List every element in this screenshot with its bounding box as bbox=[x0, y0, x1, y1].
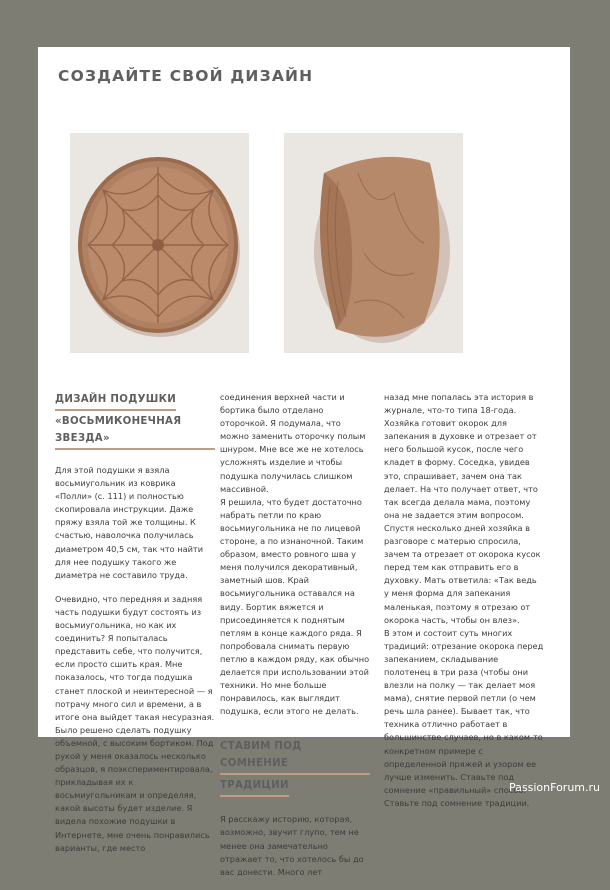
footer-bar bbox=[0, 772, 610, 800]
paragraph: Я расскажу историю, которая, возможно, звучит глупо, тем не менее она замечательно отражает то, что хотелось бы до вас донести. Много лет bbox=[220, 814, 364, 877]
heading-line-1: ДИЗАЙН ПОДУШКИ bbox=[55, 391, 176, 411]
paragraph: Для этой подушки я взяла восьмиугольник из коврика «Полли» (с. 111) и полностью скопировала инструкции. Даже пряжу взяла той же толщины. К счастью, наволочка получилась диаметром 40,5 см, так что найти для нее подушку такого же диаметра не составило труда. bbox=[55, 465, 204, 580]
page-title: СОЗДАЙТЕ СВОЙ ДИЗАЙН bbox=[58, 67, 314, 85]
pillow-top-image bbox=[70, 133, 249, 353]
watermark: PassionForum.ru bbox=[509, 781, 600, 794]
pillow-top-photo bbox=[70, 133, 249, 353]
paragraph: Очевидно, что передняя и задняя часть подушки будут состоять из восьмиугольника, но как их соединить? Я попыталась представить себе, что получится, если просто сшить края. Мне показалось, что тогда подушка станет плоской и неинтересной — я потрачу много сил и времени, а в итоге она выйдет такая несуразная. Было решено сделать подушку объемной, с высоким бортиком. Под рукой у меня оказалось несколько образцов, я поэкспериментировала, прикладывая их к восьмиугольникам и определяя, какой высоты будет изделие. Я видела похожие подушки в Интернете, мне очень понравились варианты, где место bbox=[55, 593, 215, 853]
paragraph: В этом и состоит суть многих традиций: отрезание окорока перед запеканием, складывание полотенец в три раза (чтобы они влезли на полку — так делает моя мама), снятие первой петли (о чем речь шла ранее). Бывает так, что техника отлично работает в большинстве случаев, но в каком-то конкретном примере с определенной пряжей и узором ее лучше изменить. Ставьте под сомнение «правильный» способ. Ставьте под сомнение традиции. bbox=[384, 627, 544, 808]
column-2 bbox=[220, 391, 370, 890]
heading-line-2: ТРАДИЦИИ bbox=[220, 777, 289, 797]
column-3 bbox=[384, 391, 544, 821]
pillow-side-image bbox=[284, 133, 463, 353]
heading-line-2: «ВОСЬМИКОНЕЧНАЯ ЗВЕЗДА» bbox=[55, 413, 215, 450]
paragraph: назад мне попалась эта история в журнале, что-то типа 18-года. Хозяйка готовит окорок для запекания в духовке и отрезает от него большой кусок, после чего кладет в форму. Соседка, увидев это, спрашивает, зачем она так делает. На что получает ответ, что так всегда делала мама, поэтому она не задается этим вопросом. Спустя несколько дней хозяйка в разговоре с матерью спросила, зачем та отрезает от окорока кусок перед тем как отправить его в духовку. Мать ответила: «Так ведь у меня форма для запекания маленькая, поэтому я отрезаю от окорока часть, чтобы он влез». bbox=[384, 392, 541, 625]
section-heading-star-pillow bbox=[55, 391, 215, 452]
paragraph: Я решила, что будет достаточно набрать петли по краю восьмиугольника не по лицевой стороне, а по изнаночной. Таким образом, вместо ровного шва у меня получился декоративный, заметный шов. Край восьмиугольника оставался на виду. Бортик вяжется и присоединяется к поднятым петлям в конце каждого ряда. Я попробовала снимать первую петлю в каждом ряду, как обычно делается при использовании этой техники. Но мне больше понравилось, как выглядит подушка, если этого не делать. bbox=[220, 496, 370, 717]
pillow-side-photo bbox=[284, 133, 463, 353]
heading-line-1: СТАВИМ ПОД СОМНЕНИЕ bbox=[220, 738, 370, 775]
paragraph: соединения верхней части и бортика было отделано оторочкой. Я подумала, что можно заменить оторочку полым шнуром. Мне все же не хотелось усложнять изделие и чтобы подушка получилась слишком массивной. bbox=[220, 392, 366, 494]
